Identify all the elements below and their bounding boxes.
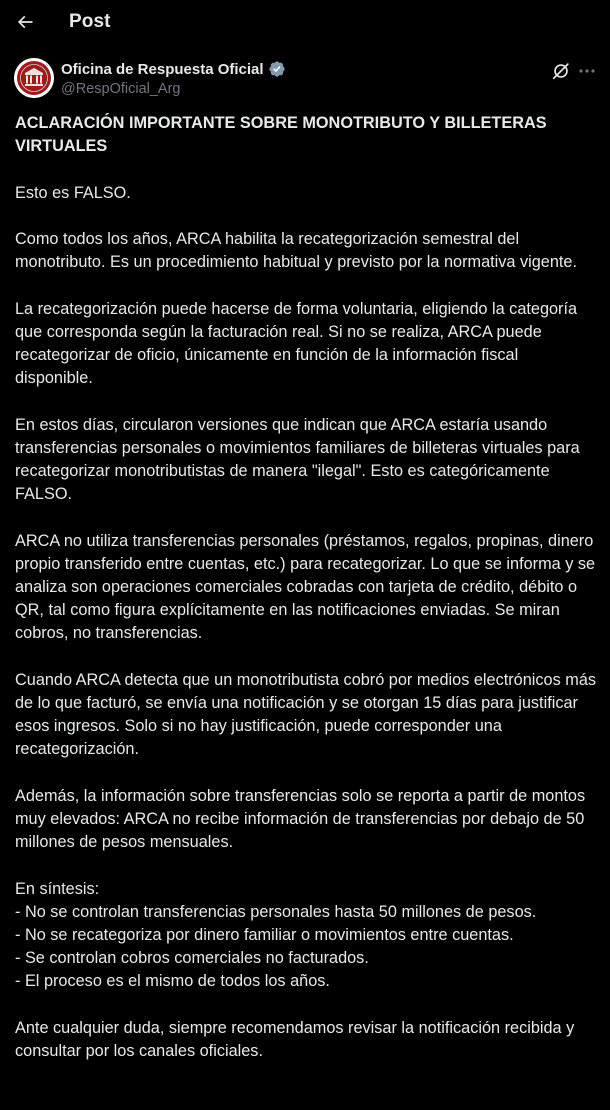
post-paragraph: La recategorización puede hacerse de forma voluntaria, eligiendo la categoría que corresponda según la facturación real. Si no se realiza, ARCA puede recategorizar de oficio, únicamente en función de la información fiscal disponible. [15, 299, 578, 388]
page-title: Post [69, 11, 111, 32]
summary-title: En síntesis: [15, 879, 100, 898]
top-bar [0, 0, 610, 45]
post-paragraph: Ante cualquier duda, siempre recomendamos revisar la notificación recibida y consultar por los canales oficiales. [15, 1018, 575, 1060]
post-headline: ACLARACIÓN IMPORTANTE SOBRE MONOTRIBUTO Y BILLETERAS VIRTUALES [15, 114, 547, 156]
user-handle[interactable]: @RespOficial_Arg [61, 81, 181, 97]
post-paragraph: En estos días, circularon versiones que indican que ARCA estaría usando transferencias personales o movimientos familiares de billeteras virtuales para recategorizar monotributistas de manera "ilegal". Esto es categóricamente FALSO. [15, 415, 580, 504]
summary-item: - No se recategoriza por dinero familiar o movimientos entre cuentas. [15, 925, 514, 944]
more-dots-icon [578, 60, 596, 82]
avatar[interactable] [14, 58, 54, 98]
verified-badge-icon [268, 60, 286, 78]
summary-item: - El proceso es el mismo de todos los años. [15, 972, 330, 991]
grok-button[interactable] [550, 60, 572, 82]
display-name[interactable]: Oficina de Respuesta Oficial [61, 60, 264, 78]
post-paragraph: Esto es FALSO. [15, 183, 131, 202]
back-button[interactable] [10, 6, 40, 38]
summary-item: - Se controlan cobros comerciales no facturados. [15, 949, 369, 968]
name-row [61, 60, 286, 78]
post-paragraph: Cuando ARCA detecta que un monotributista cobró por medios electrónicos más de lo que facturó, se envía una notificación y se otorgan 15 días para justificar esos ingresos. Solo si no hay justificación, puede corresponder una recategorización. [15, 670, 597, 759]
arrow-left-icon [15, 12, 35, 32]
post-paragraph: Además, la información sobre transferencias solo se reporta a partir de montos muy elevados: ARCA no recibe información de transferencias por debajo de 50 millones de pesos mensuales. [15, 786, 586, 852]
post-author [14, 58, 596, 100]
summary-block [15, 878, 597, 994]
seal-logo-icon [14, 58, 54, 98]
post-paragraph: Como todos los años, ARCA habilita la recategorización semestral del monotributo. Es un procedimiento habitual y previsto por la normativa vigente. [15, 229, 578, 272]
more-options-button[interactable] [578, 60, 596, 82]
post-text [15, 112, 597, 1086]
grok-icon [550, 60, 572, 82]
summary-item: - No se controlan transferencias personales hasta 50 millones de pesos. [15, 902, 537, 921]
post-paragraph: ARCA no utiliza transferencias personales (préstamos, regalos, propinas, dinero propio transferido entre cuentas, etc.) para recategorizar. Lo que se informa y se analiza son operaciones comerciales cobradas con tarjeta de crédito, débito o QR, tal como figura explícitamente en las notificaciones enviadas. Se miran cobros, no transferencias. [15, 531, 596, 643]
